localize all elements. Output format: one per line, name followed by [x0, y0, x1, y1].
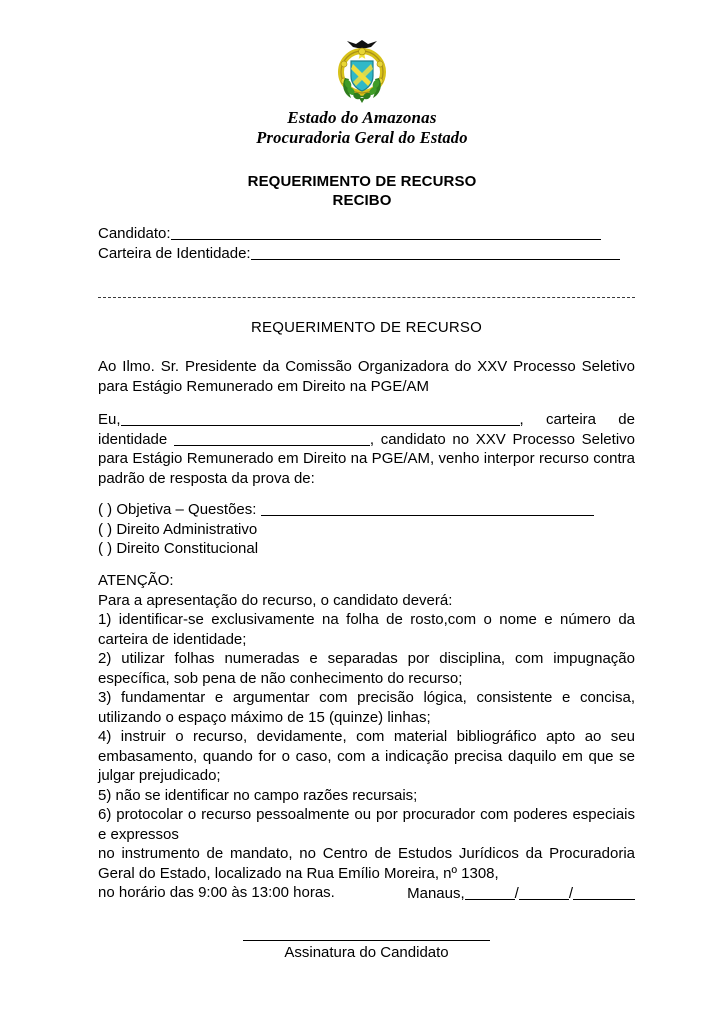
option-direito-constitucional-marker[interactable]: ( ) [98, 540, 113, 557]
declaration-part3: , candidato no XXV Processo Seletivo para Estágio Remunerado em Direito na PGE/AM, venho interpor recurso contra padrão de resposta da prova de: [98, 430, 635, 487]
field-identidade [98, 244, 635, 264]
page-title-line2: RECIBO [332, 192, 392, 209]
declaration-part1: Eu, [98, 411, 121, 428]
org-line-state: Estado do Amazonas [287, 108, 437, 127]
signature-line[interactable] [243, 940, 490, 941]
attention-item-3: 3) fundamentar e argumentar com precisão lógica, consistente e concisa, utilizando o espaço máximo de 15 (quinze) linhas; [98, 689, 635, 726]
date-line-block [98, 885, 635, 902]
attention-intro: Para a apresentação do recurso, o candidato deverá: [98, 591, 453, 609]
date-separator-2: / [568, 885, 573, 902]
option-objetiva-label: Objetiva – Questões: [116, 501, 257, 518]
declaration-part2: , carteira de identidade [98, 411, 635, 448]
section-heading-block [98, 319, 635, 336]
org-line-agency: Procuradoria Geral do Estado [256, 128, 468, 147]
attention-heading: ATENÇÃO: [98, 572, 174, 589]
organization-header [0, 108, 724, 148]
attention-block [98, 571, 635, 903]
declaration-id-input[interactable] [174, 432, 370, 446]
field-candidato-label: Candidato: [98, 225, 171, 242]
attention-item-6: 6) protocolar o recurso pessoalmente ou por procurador com poderes especiais e expressos [98, 806, 635, 843]
date-day-input[interactable] [465, 886, 515, 900]
dashed-line [98, 297, 635, 298]
option-direito-constitucional[interactable] [98, 539, 635, 559]
declaration-name-input[interactable] [121, 412, 520, 426]
date-month-input[interactable] [519, 886, 569, 900]
attention-item-4: 4) instruir o recurso, devidamente, com material bibliográfico apto ao seu embasamento, quando for o caso, com a indicação precisa daquilo em que se julgar prejudicado; [98, 728, 635, 784]
signature-block [98, 940, 635, 961]
section-heading: REQUERIMENTO DE RECURSO [250, 319, 482, 336]
field-candidato-input[interactable] [171, 226, 601, 240]
option-direito-administrativo[interactable] [98, 520, 635, 540]
page-title [0, 172, 724, 210]
date-year-input[interactable] [573, 886, 635, 900]
options-block [98, 500, 635, 559]
date-line [98, 885, 635, 902]
field-identidade-input[interactable] [251, 246, 620, 260]
addressee-block [98, 357, 635, 396]
signature-label: Assinatura do Candidato [284, 944, 449, 961]
option-direito-constitucional-label: Direito Constitucional [116, 540, 259, 557]
cut-separator [98, 297, 635, 298]
option-direito-administrativo-marker[interactable]: ( ) [98, 520, 113, 538]
attention-item-5: 5) não se identificar no campo razões recursais; [98, 786, 418, 804]
emblem-container [0, 34, 724, 104]
page-title-line1: REQUERIMENTO DE RECURSO [247, 173, 477, 190]
option-direito-administrativo-label: Direito Administrativo [116, 520, 258, 538]
field-identidade-label: Carteira de Identidade: [98, 244, 251, 262]
date-separator-1: / [514, 885, 519, 902]
attention-item-2: 2) utilizar folhas numeradas e separadas por disciplina, com impugnação específica, sob pena de não conhecimento do recurso; [98, 650, 635, 687]
option-objetiva-marker[interactable]: ( ) [98, 501, 113, 518]
attention-closing-address: no instrumento de mandato, no Centro de Estudos Jurídicos da Procuradoria Geral do Estado, localizado na Rua Emílio Moreira, nº 1308, [98, 845, 635, 882]
attention-item-1: 1) identificar-se exclusivamente na folha de rosto,com o nome e número da carteira de identidade; [98, 611, 635, 648]
amazonas-coat-of-arms-icon [331, 34, 393, 104]
option-objetiva[interactable] [98, 500, 635, 520]
date-line-city: Manaus, [407, 885, 465, 902]
declaration-text [98, 410, 635, 488]
receipt-stub [98, 224, 635, 263]
declaration-block [98, 410, 635, 488]
option-objetiva-input[interactable] [261, 502, 594, 516]
field-candidato [98, 224, 635, 244]
attention-closing-hours: no horário das 9:00 às 13:00 horas. [98, 884, 335, 901]
addressee-text: Ao Ilmo. Sr. Presidente da Comissão Organizadora do XXV Processo Seletivo para Estágio Remunerado em Direito na PGE/AM [98, 358, 635, 395]
